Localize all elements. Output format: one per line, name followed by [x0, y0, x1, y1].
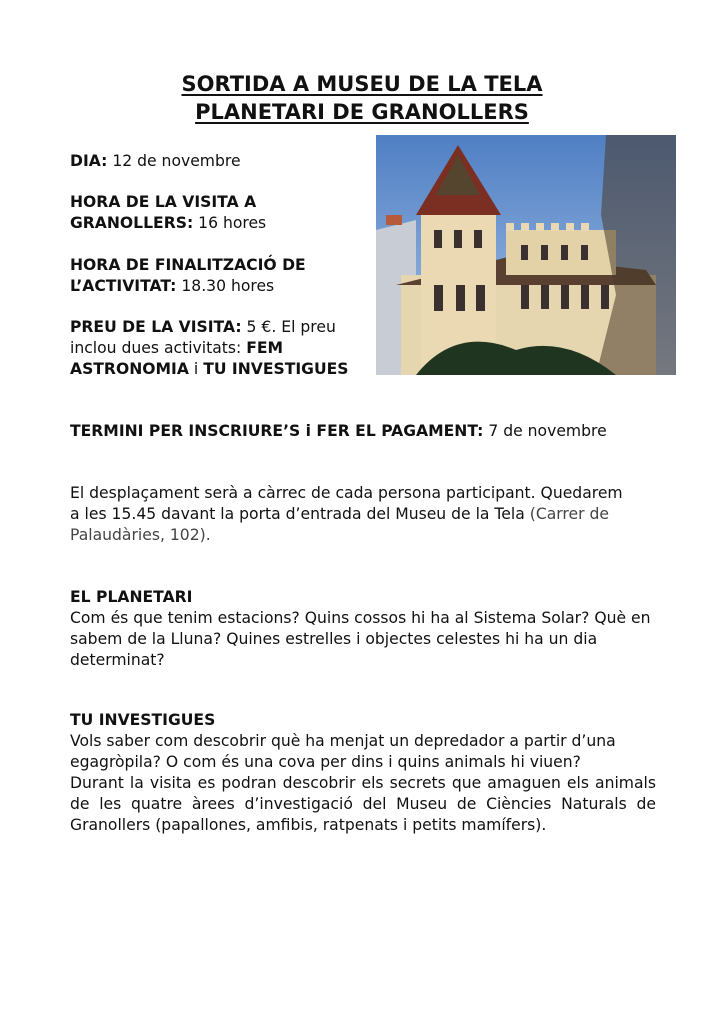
price-value: 5 €. El preu inclou dues activitats: — [70, 318, 336, 357]
investigues-section — [70, 710, 656, 836]
museum-building-photo — [376, 135, 676, 375]
price-info — [70, 317, 352, 380]
meeting-address: (Carrer de Palaudàries, 102). — [70, 505, 609, 544]
investigues-text-2: Durant la visita es podran descobrir els secrets que amaguen els animals de les quatre àrees d’investigació del Museu de Ciències Naturals de Granollers (papallones, amfibis, ratpenats i petits mamífers). — [70, 774, 656, 834]
page-title-line2: PLANETARI DE GRANOLLERS — [195, 100, 529, 124]
meeting-paragraph — [70, 483, 630, 546]
meeting-text: El desplaçament serà a càrrec de cada persona participant. Quedarem a les 15.45 davant la porta d’entrada del Museu de la Tela — [70, 484, 623, 523]
date-info — [70, 151, 360, 172]
deadline-value: 7 de novembre — [488, 422, 607, 440]
conjunction: i — [193, 360, 199, 378]
page-title-line1: SORTIDA A MUSEU DE LA TELA — [181, 72, 543, 96]
planetari-text: Com és que tenim estacions? Quins cossos hi ha al Sistema Solar? Què en sabem de la Lluna? Quines estrelles i objectes celestes hi ha un dia determinat? — [70, 609, 651, 669]
price-label: PREU DE LA VISITA: — [70, 318, 242, 336]
visit-time-value: 16 hores — [198, 214, 267, 232]
date-value: 12 de novembre — [112, 152, 241, 170]
end-time-value: 18.30 hores — [181, 277, 275, 295]
activity-2: TU INVESTIGUES — [203, 360, 349, 378]
investigues-text-1: Vols saber com descobrir què ha menjat un depredador a partir d’una egagròpila? O com és una cova per dins i quins animals hi viuen? — [70, 732, 616, 771]
activity-1: FEM ASTRONOMIA — [70, 339, 284, 378]
investigues-heading: TU INVESTIGUES — [70, 711, 216, 729]
deadline-info — [70, 421, 656, 442]
date-label: DIA: — [70, 152, 108, 170]
end-time-label: HORA DE FINALITZACIÓ DE L’ACTIVITAT: — [70, 256, 306, 295]
planetari-heading: EL PLANETARI — [70, 588, 193, 606]
visit-time-label: HORA DE LA VISITA A GRANOLLERS: — [70, 193, 257, 232]
visit-time-info — [70, 192, 360, 234]
planetari-section — [70, 587, 656, 671]
end-time-info — [70, 255, 355, 297]
deadline-label: TERMINI PER INSCRIURE’S i FER EL PAGAMENT: — [70, 422, 484, 440]
